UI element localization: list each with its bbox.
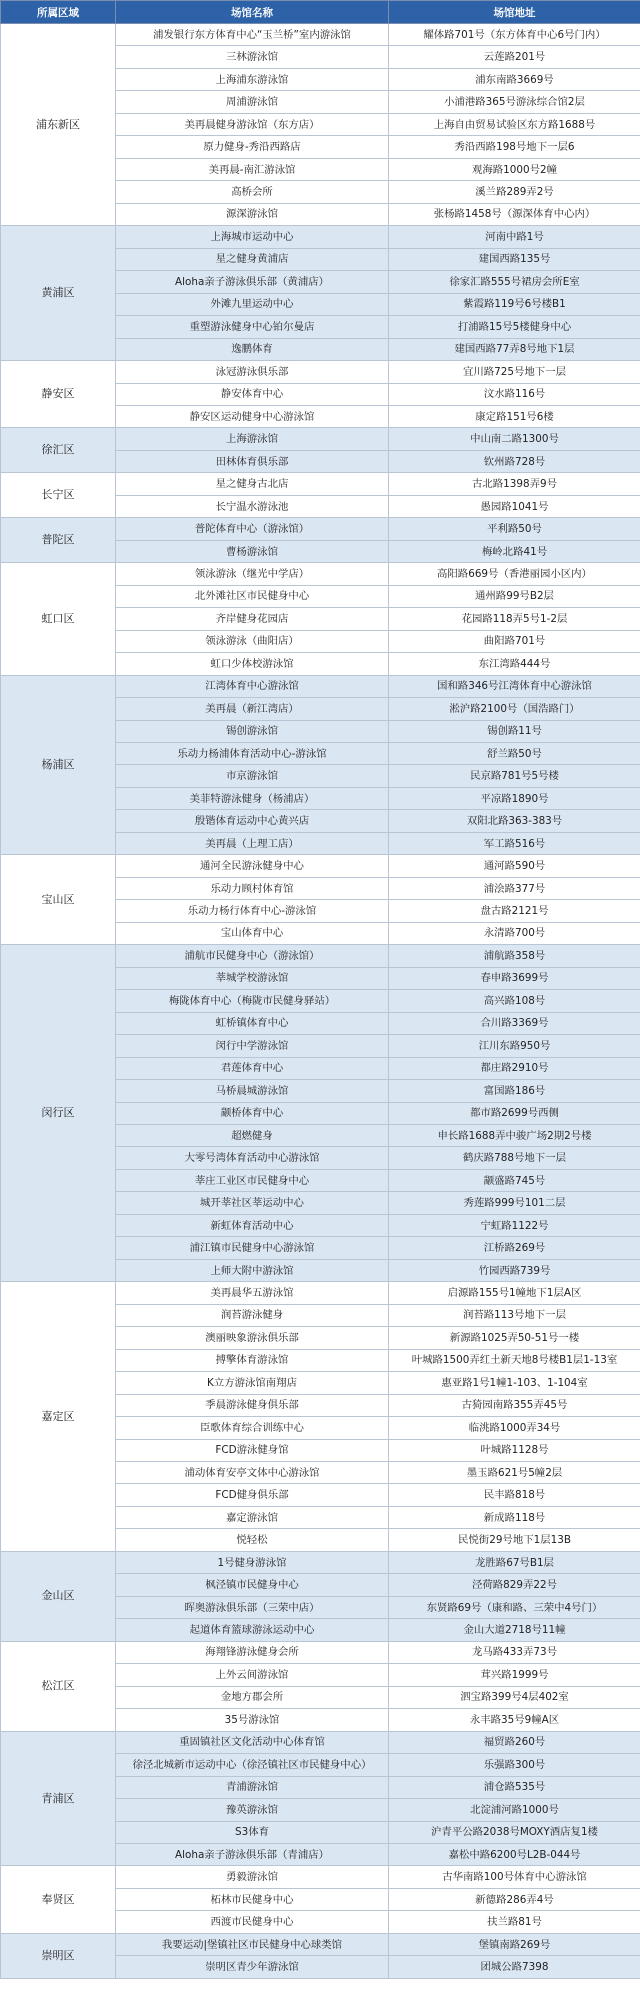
venue-name-cell: 起道体育篮球游泳运动中心 <box>116 1619 389 1641</box>
venue-name-cell: 静安体育中心 <box>116 383 389 405</box>
venue-name-cell: 金地方郡会所 <box>116 1686 389 1708</box>
venue-address-cell: 国和路346号江湾体育中心游泳馆 <box>389 675 640 697</box>
venue-address-cell: 都市路2699号西侧 <box>389 1102 640 1124</box>
venue-name-cell: 北外滩社区市民健身中心 <box>116 585 389 607</box>
district-group <box>1 24 640 226</box>
venue-address-cell: 叶城路1500弄红土新天地8号楼B1层1-13室 <box>389 1349 640 1371</box>
venue-address-cell: 宜川路725号地下一层 <box>389 361 640 383</box>
venue-name-cell: 搏擎体育游泳馆 <box>116 1349 389 1371</box>
venue-name-cell: 田林体育俱乐部 <box>116 450 389 472</box>
venue-name-cell: 重固镇社区文化活动中心体育馆 <box>116 1731 389 1753</box>
venue-address-cell: 新成路118号 <box>389 1506 640 1528</box>
venue-name-cell: 颛桥体育中心 <box>116 1102 389 1124</box>
venue-address-cell: 民丰路818号 <box>389 1484 640 1506</box>
venue-address-cell: 龙胜路67号B1层 <box>389 1551 640 1573</box>
venue-name-cell: 三林游泳馆 <box>116 46 389 68</box>
district-group <box>1 361 640 428</box>
venue-name-cell: 殷锴体育运动中心黄兴店 <box>116 810 389 832</box>
district-group <box>1 1551 640 1641</box>
table-row <box>1 473 640 495</box>
venue-address-cell: 高兴路108号 <box>389 990 640 1012</box>
venue-address-cell: 观海路1000号2幢 <box>389 158 640 180</box>
venue-address-cell: 古北路1398弄9号 <box>389 473 640 495</box>
table-row <box>1 226 640 248</box>
venue-address-cell: 北淀浦河路1000号 <box>389 1799 640 1821</box>
table-row <box>1 563 640 585</box>
venue-address-cell: 张杨路1458号（源深体育中心内） <box>389 203 640 225</box>
venue-name-cell: 市京游泳馆 <box>116 765 389 787</box>
district-group <box>1 518 640 563</box>
venue-name-cell: 超燃健身 <box>116 1124 389 1146</box>
venue-name-cell: 徐泾北城新市运动中心（徐泾镇社区市民健身中心） <box>116 1754 389 1776</box>
venue-address-cell: 墨玉路621号5幢2层 <box>389 1462 640 1484</box>
table-row <box>1 428 640 450</box>
venue-name-cell: 勇毅游泳馆 <box>116 1866 389 1888</box>
venue-name-cell: 崇明区青少年游泳馆 <box>116 1956 389 1978</box>
venue-name-cell: 乐动力杨行体育中心-游泳馆 <box>116 900 389 922</box>
venue-address-cell: 民悦街29号地下1层13B <box>389 1529 640 1551</box>
venue-address-cell: 新德路286弄4号 <box>389 1888 640 1910</box>
district-group <box>1 675 640 855</box>
header-venue-name: 场馆名称 <box>116 1 389 24</box>
venue-name-cell: 悦轻松 <box>116 1529 389 1551</box>
venue-address-cell: 溪兰路289弄2号 <box>389 181 640 203</box>
venue-address-cell: 中山南二路1300号 <box>389 428 640 450</box>
district-cell: 浦东新区 <box>1 24 116 226</box>
district-cell: 宝山区 <box>1 855 116 945</box>
venue-address-cell: 上海自由贸易试验区东方路1688号 <box>389 113 640 135</box>
district-cell: 嘉定区 <box>1 1282 116 1552</box>
venue-name-cell: 星之健身黄浦店 <box>116 248 389 270</box>
venue-name-cell: 君莲体育中心 <box>116 1057 389 1079</box>
venue-name-cell: 晖奥游泳俱乐部（三荣中店） <box>116 1596 389 1618</box>
venue-name-cell: 长宁温水游泳池 <box>116 495 389 517</box>
venue-address-cell: 双阳北路363-383号 <box>389 810 640 832</box>
venue-address-cell: 江桥路269号 <box>389 1237 640 1259</box>
venue-name-cell: 青浦游泳馆 <box>116 1776 389 1798</box>
venue-address-cell: 古华南路100号体育中心游泳馆 <box>389 1866 640 1888</box>
table-row <box>1 1731 640 1753</box>
venue-address-cell: 秀莲路999号101二层 <box>389 1192 640 1214</box>
venue-address-cell: 河南中路1号 <box>389 226 640 248</box>
venue-address-cell: 云莲路201号 <box>389 46 640 68</box>
venue-address-cell: 浦仓路535号 <box>389 1776 640 1798</box>
venue-name-cell: 枫泾镇市民健身中心 <box>116 1574 389 1596</box>
venue-name-cell: 江湾体育中心游泳馆 <box>116 675 389 697</box>
venue-name-cell: 虹桥镇体育中心 <box>116 1012 389 1034</box>
venue-address-cell: 叶城路1128号 <box>389 1439 640 1461</box>
table-row <box>1 855 640 877</box>
venue-address-cell: 愚园路1041号 <box>389 495 640 517</box>
venue-address-cell: 军工路516号 <box>389 832 640 854</box>
district-cell: 杨浦区 <box>1 675 116 855</box>
venue-address-cell: 启源路155号1幢地下1层A区 <box>389 1282 640 1304</box>
venue-name-cell: 静安区运动健身中心游泳馆 <box>116 405 389 427</box>
venue-address-cell: 紫霞路119号6号楼B1 <box>389 293 640 315</box>
venue-name-cell: 闵行中学游泳馆 <box>116 1035 389 1057</box>
venue-name-cell: 莘城学校游泳馆 <box>116 967 389 989</box>
venue-address-cell: 润苔路113号地下一层 <box>389 1304 640 1326</box>
venue-name-cell: 普陀体育中心（游泳馆） <box>116 518 389 540</box>
venue-address-cell: 福贸路260号 <box>389 1731 640 1753</box>
venue-name-cell: 季晨游泳健身俱乐部 <box>116 1394 389 1416</box>
venue-name-cell: 海翔锋游泳健身会所 <box>116 1641 389 1663</box>
venue-name-cell: 莘庄工业区市民健身中心 <box>116 1169 389 1191</box>
venue-name-cell: 35号游泳馆 <box>116 1709 389 1731</box>
venue-address-cell: 竹园西路739号 <box>389 1259 640 1281</box>
district-cell: 虹口区 <box>1 563 116 675</box>
venue-address-cell: 嘉松中路6200号L2B-044号 <box>389 1843 640 1865</box>
venue-address-cell: 秀沿西路198号地下一层6 <box>389 136 640 158</box>
venue-name-cell: 浦动体育安亭文体中心游泳馆 <box>116 1462 389 1484</box>
district-cell: 崇明区 <box>1 1933 116 1978</box>
district-cell: 徐汇区 <box>1 428 116 473</box>
venue-name-cell: 通河全民游泳健身中心 <box>116 855 389 877</box>
table-row <box>1 1282 640 1304</box>
venue-address-cell: 新源路1025弄50-51号一楼 <box>389 1327 640 1349</box>
venue-address-cell: 钦州路728号 <box>389 450 640 472</box>
venue-name-cell: 美菲特游泳健身（杨浦店） <box>116 787 389 809</box>
venue-name-cell: 重塑游泳健身中心铂尔曼店 <box>116 316 389 338</box>
venue-name-cell: 1号健身游泳馆 <box>116 1551 389 1573</box>
venue-address-cell: 堡镇南路269号 <box>389 1933 640 1955</box>
district-group <box>1 473 640 518</box>
venue-address-cell: 龙马路433弄73号 <box>389 1641 640 1663</box>
venue-name-cell: 浦航市民健身中心（游泳馆） <box>116 945 389 967</box>
district-cell: 奉贤区 <box>1 1866 116 1933</box>
district-group <box>1 563 640 675</box>
venue-address-cell: 泗宝路399号4层402室 <box>389 1686 640 1708</box>
table-row <box>1 945 640 967</box>
venue-address-cell: 浦东南路3669号 <box>389 68 640 90</box>
venue-address-cell: 富国路186号 <box>389 1080 640 1102</box>
venue-name-cell: FCD健身俱乐部 <box>116 1484 389 1506</box>
district-cell: 静安区 <box>1 361 116 428</box>
venue-address-cell: 浦浍路377号 <box>389 877 640 899</box>
district-cell: 闵行区 <box>1 945 116 1282</box>
venue-name-cell: 我要运动|堡镇社区市民健身中心球类馆 <box>116 1933 389 1955</box>
venue-name-cell: 柘林市民健身中心 <box>116 1888 389 1910</box>
venue-name-cell: 周浦游泳馆 <box>116 91 389 113</box>
district-group <box>1 1641 640 1731</box>
district-group <box>1 855 640 945</box>
venue-name-cell: 领泳游泳（继光中学店） <box>116 563 389 585</box>
venue-name-cell: 梅陇体育中心（梅陇市民健身驿站） <box>116 990 389 1012</box>
venue-name-cell: 源深游泳馆 <box>116 203 389 225</box>
district-group <box>1 1933 640 1978</box>
venue-name-cell: 新虹体育活动中心 <box>116 1214 389 1236</box>
venue-address-cell: 平凉路1890号 <box>389 787 640 809</box>
venue-address-cell: 合川路3369号 <box>389 1012 640 1034</box>
table-row <box>1 1866 640 1888</box>
district-cell: 长宁区 <box>1 473 116 518</box>
venue-address-cell: 乐强路300号 <box>389 1754 640 1776</box>
venue-address-cell: 临洮路1000弄34号 <box>389 1417 640 1439</box>
table-row <box>1 1933 640 1955</box>
table-row <box>1 1551 640 1573</box>
venue-name-cell: Aloha亲子游泳俱乐部（黄浦店） <box>116 271 389 293</box>
venue-name-cell: 乐动力杨浦体育活动中心-游泳馆 <box>116 743 389 765</box>
venue-name-cell: 上外云间游泳馆 <box>116 1664 389 1686</box>
venue-name-cell: 浦发银行东方体育中心“玉兰桥”室内游泳馆 <box>116 24 389 46</box>
venue-address-cell: 颛盛路745号 <box>389 1169 640 1191</box>
venue-address-cell: 高阳路669号（香港丽园小区内） <box>389 563 640 585</box>
venue-address-cell: 舒兰路50号 <box>389 743 640 765</box>
venue-name-cell: 大零号湾体育活动中心游泳馆 <box>116 1147 389 1169</box>
venue-address-cell: 东贤路69号（康和路、三荣中4号门） <box>389 1596 640 1618</box>
venue-address-cell: 淞沪路2100号（国浩路门） <box>389 698 640 720</box>
venue-name-cell: 逸鹏体育 <box>116 338 389 360</box>
district-cell: 金山区 <box>1 1551 116 1641</box>
venue-name-cell: 美再晨健身游泳馆（东方店） <box>116 113 389 135</box>
venue-name-cell: 嘉定游泳馆 <box>116 1506 389 1528</box>
venue-address-cell: 浦航路358号 <box>389 945 640 967</box>
venue-name-cell: 虹口少体校游泳馆 <box>116 653 389 675</box>
venue-address-cell: 惠亚路1号1幢1-103、1-104室 <box>389 1372 640 1394</box>
venue-address-cell: 沪青平公路2038号MOXY酒店复1楼 <box>389 1821 640 1843</box>
venue-address-cell: 梅岭北路41号 <box>389 540 640 562</box>
venue-name-cell: 豫英游泳馆 <box>116 1799 389 1821</box>
venue-name-cell: 齐岸健身花园店 <box>116 608 389 630</box>
venue-address-cell: 花园路118弄5号1-2层 <box>389 608 640 630</box>
venue-name-cell: 浦江镇市民健身中心游泳馆 <box>116 1237 389 1259</box>
venue-address-cell: 春申路3699号 <box>389 967 640 989</box>
district-group <box>1 945 640 1282</box>
district-cell: 普陀区 <box>1 518 116 563</box>
venue-address-cell: 扶兰路81号 <box>389 1911 640 1933</box>
venue-address-cell: 通州路99号B2层 <box>389 585 640 607</box>
venue-name-cell: 润苔游泳健身 <box>116 1304 389 1326</box>
district-group <box>1 1282 640 1552</box>
venue-address-cell: 盘古路2121号 <box>389 900 640 922</box>
venue-name-cell: 曹杨游泳馆 <box>116 540 389 562</box>
venue-name-cell: 高桥会所 <box>116 181 389 203</box>
venue-address-cell: 金山大道2718号11幢 <box>389 1619 640 1641</box>
venue-address-cell: 打浦路15号5楼健身中心 <box>389 316 640 338</box>
venue-address-cell: 茸兴路1999号 <box>389 1664 640 1686</box>
venue-name-cell: 城开莘社区莘运动中心 <box>116 1192 389 1214</box>
venue-name-cell: 澳丽映象游泳俱乐部 <box>116 1327 389 1349</box>
venue-address-cell: 曲阳路701号 <box>389 630 640 652</box>
venue-name-cell: 星之健身古北店 <box>116 473 389 495</box>
district-group <box>1 428 640 473</box>
venue-address-cell: 鹤庆路788号地下一层 <box>389 1147 640 1169</box>
venue-name-cell: FCD游泳健身馆 <box>116 1439 389 1461</box>
venue-name-cell: 锡创游泳馆 <box>116 720 389 742</box>
venue-name-cell: 上师大附中游泳馆 <box>116 1259 389 1281</box>
venue-address-cell: 通河路590号 <box>389 855 640 877</box>
header-venue-address: 场馆地址 <box>389 1 640 24</box>
venue-name-cell: 美再晨（新江湾店） <box>116 698 389 720</box>
venue-address-cell: 建国西路135号 <box>389 248 640 270</box>
venue-address-cell: 古猗园南路355弄45号 <box>389 1394 640 1416</box>
table-row <box>1 1641 640 1663</box>
venue-address-cell: 团城公路7398 <box>389 1956 640 1978</box>
district-cell: 黄浦区 <box>1 226 116 361</box>
venue-address-cell: 泾荷路829弄22号 <box>389 1574 640 1596</box>
venue-address-cell: 汶水路116号 <box>389 383 640 405</box>
venue-name-cell: 美再晨华五游泳馆 <box>116 1282 389 1304</box>
venue-address-cell: 都庄路2910号 <box>389 1057 640 1079</box>
venue-name-cell: 西渡市民健身中心 <box>116 1911 389 1933</box>
venue-name-cell: K立方游泳馆南翔店 <box>116 1372 389 1394</box>
table-row <box>1 518 640 540</box>
district-cell: 松江区 <box>1 1641 116 1731</box>
venue-address-cell: 申长路1688弄中骏广场2期2号楼 <box>389 1124 640 1146</box>
venue-address-cell: 小浦港路365号游泳综合馆2层 <box>389 91 640 113</box>
venue-name-cell: 美再晨-南汇游泳馆 <box>116 158 389 180</box>
venue-address-cell: 宁虹路1122号 <box>389 1214 640 1236</box>
venue-name-cell: S3体育 <box>116 1821 389 1843</box>
venue-name-cell: 原力健身-秀沿西路店 <box>116 136 389 158</box>
table-row <box>1 675 640 697</box>
venue-address-cell: 平利路50号 <box>389 518 640 540</box>
district-group <box>1 1866 640 1933</box>
venue-name-cell: 马桥晨城游泳馆 <box>116 1080 389 1102</box>
venue-address-cell: 耀体路701号（东方体育中心6号门内） <box>389 24 640 46</box>
venue-name-cell: 泳冠游泳俱乐部 <box>116 361 389 383</box>
venue-name-cell: 外滩九里运动中心 <box>116 293 389 315</box>
venue-address-cell: 江川东路950号 <box>389 1035 640 1057</box>
venue-address-cell: 东江湾路444号 <box>389 653 640 675</box>
venue-address-cell: 锡创路11号 <box>389 720 640 742</box>
venue-address-cell: 康定路151号6楼 <box>389 405 640 427</box>
venue-name-cell: 上海游泳馆 <box>116 428 389 450</box>
venue-name-cell: 乐动力顾村体育馆 <box>116 877 389 899</box>
header-district: 所属区域 <box>1 1 116 24</box>
venue-address-cell: 建国西路77弄8号地下1层 <box>389 338 640 360</box>
table-header-row <box>1 1 640 24</box>
venue-name-cell: 上海浦东游泳馆 <box>116 68 389 90</box>
table-row <box>1 24 640 46</box>
venue-address-cell: 永丰路35号9幢A区 <box>389 1709 640 1731</box>
district-group <box>1 226 640 361</box>
venue-name-cell: 上海城市运动中心 <box>116 226 389 248</box>
venue-name-cell: 美再晨（上理工店） <box>116 832 389 854</box>
table-row <box>1 361 640 383</box>
venue-name-cell: 臣歌体育综合训练中心 <box>116 1417 389 1439</box>
venue-address-cell: 民京路781号5号楼 <box>389 765 640 787</box>
district-cell: 青浦区 <box>1 1731 116 1866</box>
venue-name-cell: Aloha亲子游泳俱乐部（青浦店） <box>116 1843 389 1865</box>
venue-address-cell: 永清路700号 <box>389 922 640 944</box>
district-group <box>1 1731 640 1866</box>
venue-address-cell: 徐家汇路555号裙房会所E室 <box>389 271 640 293</box>
venue-name-cell: 宝山体育中心 <box>116 922 389 944</box>
venue-name-cell: 领泳游泳（曲阳店） <box>116 630 389 652</box>
